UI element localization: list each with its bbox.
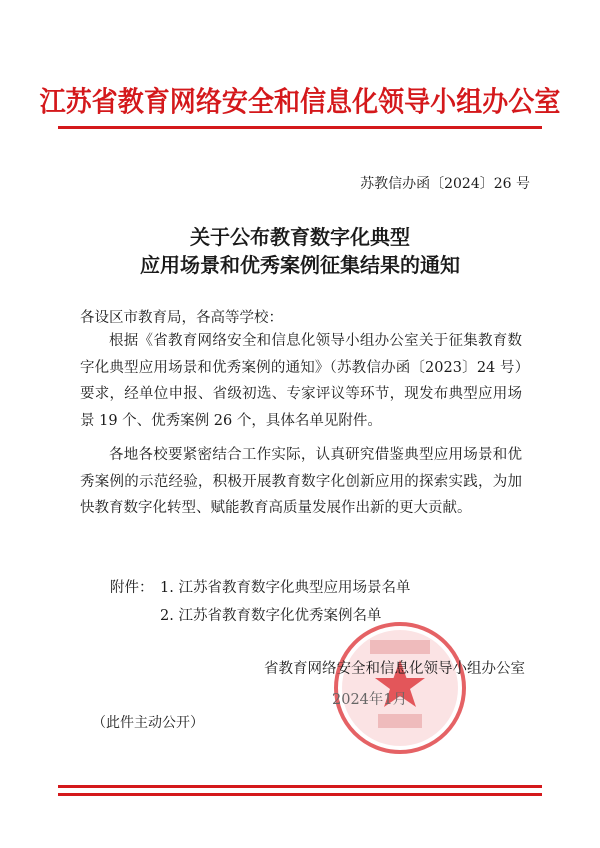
public-disclosure-note: （此件主动公开） <box>92 715 204 731</box>
attachment-item: 2. 江苏省教育数字化优秀案例名单 <box>160 608 382 624</box>
salutation: 各设区市教育局，各高等学校： <box>80 310 283 326</box>
attachment-label: 附件： <box>110 580 154 596</box>
footer-rule-bottom <box>58 793 542 796</box>
body-paragraph-2: 各地各校要紧密结合工作实际，认真研究借鉴典型应用场景和优秀案例的示范经验，积极开展教育数字化创新应用的探索实践，为加快教育数字化转型、赋能教育高质量发展作出新的更大贡献。 <box>80 447 522 516</box>
issue-date: 2024年1月 <box>332 692 408 708</box>
document-number: 苏教信办函〔2024〕26 号 <box>360 176 530 192</box>
notice-title-line-1: 关于公布教育数字化典型 <box>190 225 410 249</box>
header-rule <box>58 126 542 129</box>
notice-title-line-2: 应用场景和优秀案例征集结果的通知 <box>140 253 460 277</box>
letterhead-title: 江苏省教育网络安全和信息化领导小组办公室 <box>39 85 561 118</box>
footer-rule-top <box>58 785 542 788</box>
issuing-office: 省教育网络安全和信息化领导小组办公室 <box>264 661 525 677</box>
body-paragraph-1: 根据《省教育网络安全和信息化领导小组办公室关于征集教育数字化典型应用场景和优秀案例的通知》（苏教信办函〔2023〕24 号）要求，经单位申报、省级初选、专家评议等环节，现发布典型应用场景 19 个、优秀案例 26 个，具体名单见附件。 <box>80 333 522 429</box>
attachment-item: 1. 江苏省教育数字化典型应用场景名单 <box>160 580 411 596</box>
